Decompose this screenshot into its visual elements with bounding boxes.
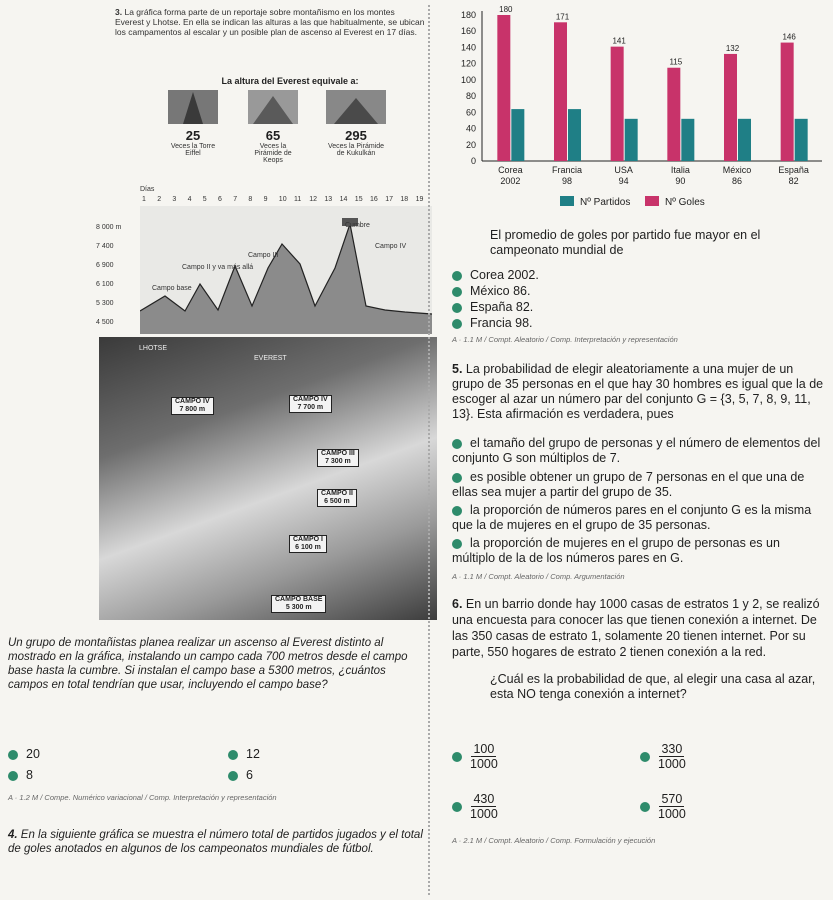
bar-goles: [724, 54, 737, 161]
q3-option-b[interactable]: 8: [8, 768, 33, 782]
q5-meta: A · 1.1 M / Compt. Aleatorio / Comp. Argumentación: [452, 572, 625, 581]
day-tick: 14: [339, 196, 348, 203]
q5-number: 5.: [452, 362, 463, 376]
camp-label: CAMPO IV 7 800 m: [171, 397, 214, 415]
days-axis: [142, 196, 432, 206]
equivalence-value: 25: [185, 128, 201, 143]
y-tick-label: 0: [470, 156, 476, 166]
day-tick: 13: [324, 196, 333, 203]
camp-label: CAMPO BASE 5 300 m: [271, 595, 326, 613]
q6-option-c[interactable]: $\frac{430}{1000}$: [452, 792, 498, 821]
y-tick-label: 160: [460, 26, 476, 37]
day-tick: 11: [294, 196, 302, 203]
day-tick: 3: [172, 196, 177, 203]
legend-label: Nº Goles: [665, 197, 705, 208]
q6-option-b[interactable]: $\frac{330}{1000}$: [640, 742, 686, 771]
equivalence-kukulkan: [326, 128, 386, 157]
bar-goles: [781, 43, 794, 161]
altitude-tick: 4 500: [96, 319, 114, 326]
x-tick-label: USA: [614, 165, 633, 175]
q6-text: En un barrio donde hay 1000 casas de estratos 1 y 2, se realizó una encuesta para conocer las que tienen conexión a internet. De las 350 casas de estrato 1, solamente 20 tienen internet. Por su parte, 550 hogares de estrato 2 tienen conexión a la red.: [452, 597, 820, 659]
x-tick-label: 94: [618, 176, 629, 186]
monuments-illustration: [150, 88, 430, 128]
altitude-tick: 8 000 m: [96, 224, 122, 231]
bar-goles: [611, 47, 624, 161]
bar-goles: [497, 15, 510, 161]
x-tick-label: Corea: [498, 165, 523, 175]
column-divider: [428, 5, 430, 895]
bar-partidos: [795, 119, 808, 161]
x-tick-label: España: [778, 165, 809, 175]
equivalence-label: Veces la Pirámide de Kukulkán: [327, 143, 385, 157]
q5-option-a[interactable]: el tamaño del grupo de personas y el número de elementos del conjunto G son múltiplos de 7.: [452, 436, 821, 465]
profile-label-campo-ii: Campo II y va más allá: [182, 264, 254, 271]
bar-partidos: [511, 109, 524, 161]
bar-partidos: [738, 119, 751, 161]
day-tick: 16: [370, 196, 378, 203]
q4-text: En la siguiente gráfica se muestra el número total de partidos jugados y el total de goles anotados en algunos de los campeonatos mundiales de fútbol.: [8, 829, 423, 855]
altitude-tick: 6 900: [96, 262, 114, 269]
data-label: 180: [499, 5, 513, 14]
q3-intro-text: La gráfica forma parte de un reportaje sobre montañismo en los montes Everest y Lhotse. En ella se indican las alturas a las que habitualmente, se ubican los campamentos al escalar y un posible plan de ascenso al Everest en 17 días.: [115, 7, 425, 37]
world-cup-chart: [440, 3, 830, 213]
equivalence-keops: [248, 128, 298, 164]
q4-option-c[interactable]: España 82.: [452, 300, 533, 314]
q4-meta: A · 1.1 M / Compt. Aleatorio / Comp. Interpretación y representación: [452, 335, 678, 344]
q4-question: El promedio de goles por partido fue mayor en el campeonato mundial de: [490, 228, 761, 257]
q3-option-a[interactable]: 20: [8, 747, 40, 761]
q6-number: 6.: [452, 597, 463, 611]
q5-option-b[interactable]: es posible obtener un grupo de 7 personas en el que una de ellas sea mujer a partir del grupo de 35.: [452, 470, 805, 499]
option-a-bullet: [8, 750, 18, 760]
data-label: 132: [725, 43, 740, 53]
q3-meta: A · 1.2 M / Compe. Numérico variacional / Comp. Interpretación y representación: [8, 793, 277, 802]
camp-label: CAMPO III 7 300 m: [317, 449, 359, 467]
bar-partidos: [681, 119, 694, 161]
q3-number: 3.: [115, 7, 123, 17]
day-tick: 5: [202, 196, 207, 203]
profile-label-campo-iv: Campo IV: [375, 243, 407, 250]
day-tick: 10: [278, 196, 287, 203]
legend-swatch-goles: [645, 196, 659, 206]
day-tick: 4: [187, 196, 192, 203]
q6-question: ¿Cuál es la probabilidad de que, al elegir una casa al azar, esta NO tenga conexión a internet?: [490, 672, 816, 701]
y-tick-label: 60: [465, 107, 476, 118]
days-label: Días: [140, 186, 155, 193]
x-tick-label: Francia: [551, 165, 583, 175]
bar-goles: [554, 22, 567, 161]
y-tick-label: 80: [465, 91, 476, 102]
q6-option-a[interactable]: $\frac{100}{1000}$: [452, 742, 498, 771]
data-label: 146: [782, 32, 796, 42]
equivalence-label: Veces la Pirámide de Keops: [254, 143, 292, 164]
day-tick: 15: [354, 196, 363, 203]
x-tick-label: 2002: [500, 176, 521, 186]
q5-option-c[interactable]: la proporción de números pares en el conjunto G es la misma que la de mujeres en el grupo de 35 personas.: [452, 503, 812, 532]
x-tick-label: Italia: [670, 165, 690, 175]
q4-option-a[interactable]: Corea 2002.: [452, 268, 539, 282]
y-tick-label: 100: [460, 74, 476, 85]
camp-label: CAMPO II 6 500 m: [317, 489, 357, 507]
day-tick: 9: [263, 196, 268, 203]
data-label: 171: [555, 12, 570, 22]
equivalence-value: 65: [265, 128, 281, 143]
altitude-tick: 7 400: [96, 243, 114, 250]
q4-statement: [8, 828, 423, 856]
x-tick-label: 82: [788, 176, 799, 186]
y-tick-label: 180: [460, 10, 476, 20]
mountain-photo: [99, 337, 437, 620]
y-tick-label: 140: [460, 42, 476, 53]
bar-partidos: [568, 109, 581, 161]
x-tick-label: México: [722, 165, 752, 175]
day-tick: 7: [233, 196, 238, 203]
altitude-axis: [96, 224, 136, 334]
q5-statement: [452, 362, 827, 422]
profile-label-cumbre: Cumbre: [345, 222, 370, 229]
option-c-bullet: [228, 750, 238, 760]
q3-intro: [115, 7, 425, 37]
option-d-bullet: [228, 771, 238, 781]
option-b-bullet: [8, 771, 18, 781]
q6-statement: [452, 596, 827, 660]
profile-label-campo-iii: Campo III: [248, 252, 279, 259]
camp-label: CAMPO IV 7 700 m: [289, 395, 332, 413]
q6-meta: A · 2.1 M / Compt. Aleatorio / Comp. Formulación y ejecución: [452, 836, 656, 845]
day-tick: 19: [415, 196, 424, 203]
data-label: 141: [612, 36, 626, 46]
day-tick: 17: [385, 196, 393, 203]
equivalence-value: 295: [345, 128, 367, 143]
bar-partidos: [625, 119, 638, 161]
x-tick-label: 98: [561, 176, 573, 186]
altitude-tick: 6 100: [96, 281, 114, 288]
day-tick: 2: [157, 196, 162, 203]
equivalence-eiffel: [168, 128, 218, 157]
q4-option-d[interactable]: Francia 98.: [452, 316, 533, 330]
q4-option-b[interactable]: México 86.: [452, 284, 530, 298]
camp-label: CAMPO I 6 100 m: [289, 535, 327, 553]
equivalence-label: Veces la Torre Eiffel: [170, 143, 216, 157]
day-tick: 6: [218, 196, 222, 203]
day-tick: 1: [142, 196, 146, 203]
day-tick: 12: [309, 196, 317, 203]
q4-number: 4.: [8, 829, 18, 841]
y-tick-label: 20: [465, 139, 476, 150]
x-tick-label: 86: [731, 176, 743, 186]
y-tick-label: 40: [465, 123, 476, 134]
q6-option-d[interactable]: $\frac{570}{1000}$: [640, 792, 686, 821]
altitude-tick: 5 300: [96, 300, 114, 307]
x-tick-label: 90: [675, 176, 686, 186]
legend-label: Nº Partidos: [580, 197, 631, 208]
day-tick: 18: [400, 196, 409, 203]
data-label: 115: [669, 57, 683, 67]
bar-goles: [667, 68, 680, 161]
peak-lhotse: LHOTSE: [139, 345, 168, 352]
y-tick-label: 120: [460, 58, 476, 69]
q3-question: Un grupo de montañistas planea realizar un ascenso al Everest distinto al mostrado en la gráfica, instalando un campo cada 700 metros desde el campo base hasta la cumbre. Si instalan el campo base a 5300 metros, ¿cuántos campos en total tendrían que usar, incluyendo el campo base?: [8, 637, 408, 691]
peak-everest: EVEREST: [254, 355, 287, 362]
profile-label-campo-base: Campo base: [152, 285, 192, 292]
infographic-title: La altura del Everest equivale a:: [221, 76, 359, 86]
q5-text: La probabilidad de elegir aleatoriamente a una mujer de un grupo de 35 personas en el que hay 30 hombres es igual que la de escoger al azar un número par del conjunto G = {3, 5, 7, 8, 9, 11, 13}. Esta afirmación es verdadera, pues: [452, 362, 824, 421]
q3-option-d[interactable]: 6: [228, 768, 253, 782]
day-tick: 8: [248, 196, 253, 203]
q5-option-d[interactable]: la proporción de mujeres en el grupo de personas es un múltiplo de la de los números pares en G.: [452, 536, 780, 565]
q3-option-c[interactable]: 12: [228, 747, 260, 761]
legend-swatch-partidos: [560, 196, 574, 206]
equivalences: [150, 128, 430, 178]
